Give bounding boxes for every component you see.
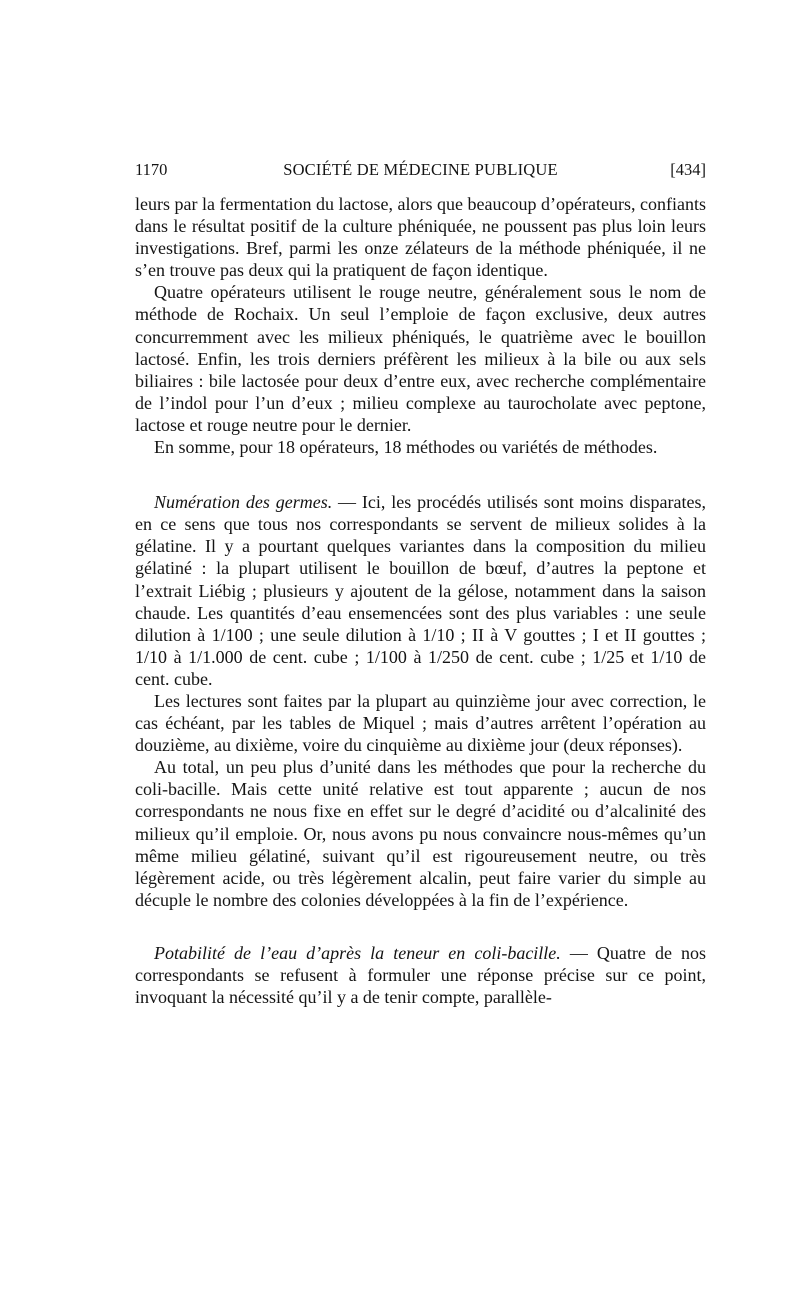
paragraph-3: En somme, pour 18 opérateurs, 18 méthodes ou variétés de méthodes. (154, 437, 658, 458)
paragraph-2: Quatre opérateurs utilisent le rouge neutre, généralement sous le nom de méthode de Rochaix. Un seul l’emploie de façon exclusive, deux autres concurremment avec les milieux phéniqués, le quatrième avec le bouillon lactosé. Enfin, les trois derniers préfèrent les milieux à la bile ou aux sels biliaires : bile lactosée pour deux d’entre eux, avec recherche complémentaire de l’indol pour l’un d’eux ; milieu complexe au taurocholate avec peptone, lactose et rouge neutre pour le dernier. (135, 282, 706, 435)
page (135, 160, 706, 1008)
running-title: SOCIÉTÉ DE MÉDECINE PUBLIQUE (283, 160, 558, 179)
section-heading-numeration: Numération des germes. (154, 492, 333, 513)
paragraph-7-body: — Quatre de nos correspondants se refusent à formuler une réponse précise sur ce point, invoquant la nécessité qu’il y a de tenir compte, parallèle- (135, 942, 706, 1008)
paragraph-7 (135, 942, 706, 1008)
section-gap (135, 458, 706, 491)
section-heading-potabilite: Potabilité de l’eau d’après la teneur en coli-bacille. (154, 942, 561, 963)
section-gap (135, 911, 706, 942)
page-reference: [434] (670, 160, 706, 179)
paragraph-5: Les lectures sont faites par la plupart au quinzième jour avec correction, le cas échéant, par les tables de Miquel ; mais d’autres arrêtent l’opération au douzième, au dixième, voire du cinquième au dixième jour (deux réponses). (135, 690, 706, 756)
running-head (135, 160, 706, 184)
page-number: 1170 (135, 160, 168, 179)
paragraph-1: leurs par la fermentation du lactose, alors que beaucoup d’opérateurs, confiants dans le résultat positif de la culture phéniquée, ne poussent pas plus loin leurs investigations. Bref, parmi les onze zélateurs de la méthode phéniquée, il ne s’en trouve pas deux qui la pratiquent de façon identique. (135, 194, 706, 281)
paragraph-6: Au total, un peu plus d’unité dans les méthodes que pour la recherche du coli-bacille. Mais cette unité relative est tout apparente ; aucun de nos correspondants ne nous fixe en effet sur le degré d’acidité ou d’alcalinité des milieux qu’il emploie. Or, nous avons pu nous convaincre nous-mêmes qu’un même milieu gélatiné, suivant qu’il est rigoureusement neutre, ou très légèrement acide, ou très légèrement alcalin, peut faire varier du simple au décuple le nombre des colonies développées à la fin de l’expérience. (135, 757, 706, 910)
paragraph-4 (135, 491, 706, 690)
paragraph-4-body: — Ici, les procédés utilisés sont moins disparates, en ce sens que tous nos correspondants se servent de milieux solides à la gélatine. Il y a pourtant quelques variantes dans la composition du milieu gélatiné : la plupart utilisent le bouillon de bœuf, d’autres la peptone et l’extrait Liébig ; plusieurs y ajoutent de la gélose, notamment dans la saison chaude. Les quantités d’eau ensemencées sont des plus variables : une seule dilution à 1/100 ; une seule dilution à 1/10 ; II à V gouttes ; I et II gouttes ; 1/10 à 1/1.000 de cent. cube ; 1/100 à 1/250 de cent. cube ; 1/25 et 1/10 de cent. cube. (135, 492, 707, 689)
